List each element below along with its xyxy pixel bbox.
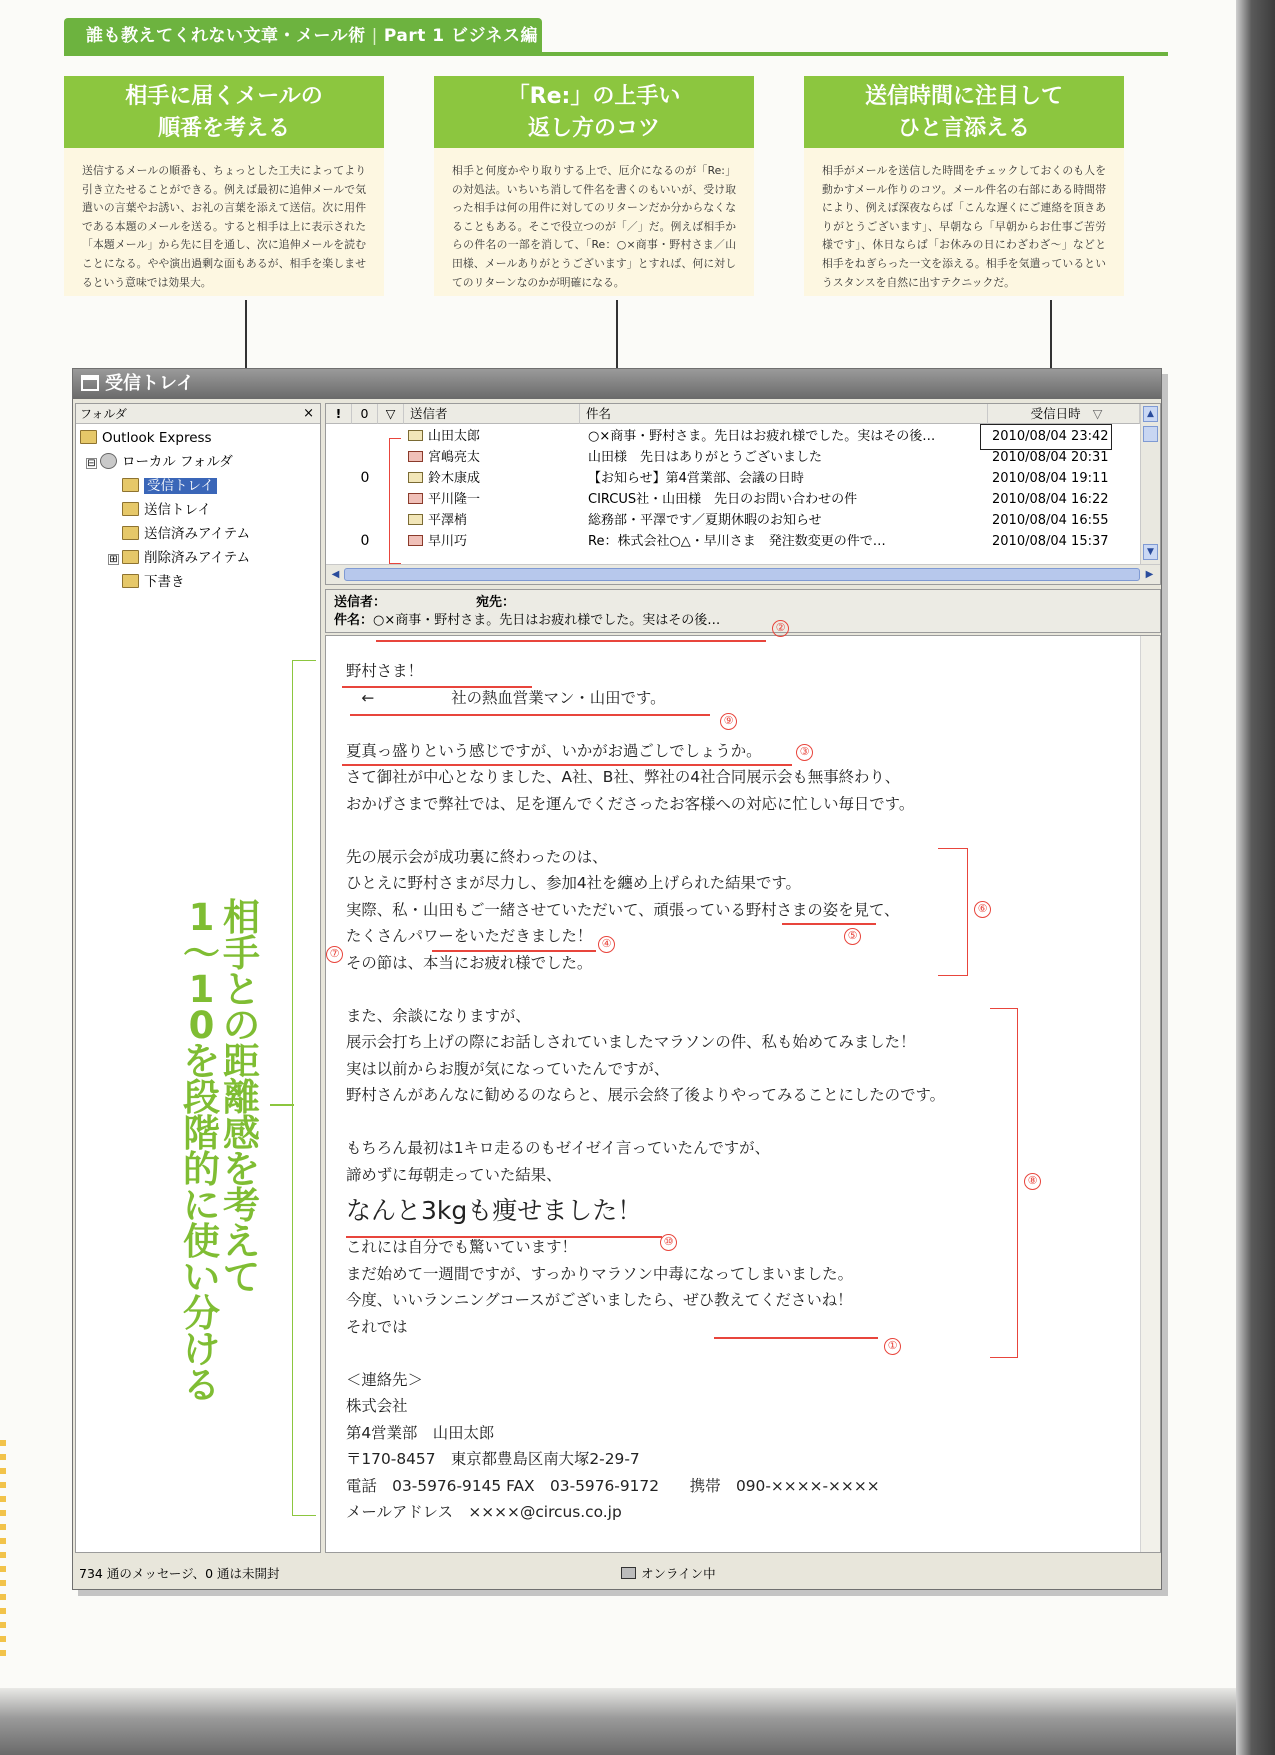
side-title — [180, 896, 270, 1407]
series-header — [64, 18, 542, 54]
tip-heading — [434, 76, 754, 148]
body-line: 今度、いいランニングコースがございましたら、ぜひ教えてくださいね！ — [346, 1291, 853, 1309]
replied-icon — [408, 451, 423, 462]
tip-heading-line2: ひと言添える — [897, 116, 1030, 141]
message-date: 2010/08/04 16:55 — [992, 513, 1109, 528]
tip-column-order — [64, 76, 384, 296]
list-horizontal-scrollbar[interactable] — [326, 564, 1160, 584]
message-row[interactable] — [326, 531, 1138, 552]
message-subject: 総務部・平澤です／夏期休暇のお知らせ — [588, 513, 822, 528]
folder-deleted[interactable] — [122, 548, 250, 570]
status-bar — [75, 1561, 1159, 1587]
body-line: ひとえに野村さまが尽力し、参加4社を纏め上げられた結果です。 — [346, 874, 801, 892]
sent-folder-icon — [122, 526, 139, 540]
page-edge-marks — [0, 1440, 6, 1660]
body-line — [346, 1109, 1086, 1136]
message-body — [346, 658, 1086, 1526]
folder-sent[interactable] — [122, 524, 250, 546]
inbox-folder-icon — [122, 478, 139, 492]
body-line: 夏真っ盛りという感じですが、いかがお過ごしでしょうか。 — [346, 741, 762, 760]
envelope-icon — [408, 430, 423, 441]
message-from: 山田太郎 — [408, 426, 578, 447]
message-date: 2010/08/04 16:22 — [992, 492, 1109, 507]
folder-pane-title: フォルダ — [80, 407, 127, 421]
annotation-time-box — [980, 424, 1112, 450]
inbox-icon — [81, 375, 99, 391]
message-subject: ○×商事・野村さま。先日はお疲れ様でした。実はその後… — [588, 429, 936, 444]
body-line: メールアドレス ××××@circus.co.jp — [346, 1503, 622, 1521]
preview-subject: ○×商事・野村さま。先日はお疲れ様でした。実はその後… — [373, 613, 721, 628]
message-from: 平川隆一 — [408, 489, 578, 510]
annotation-number: ⑩ — [660, 1234, 677, 1251]
message-subject: Re：株式会社○△・早川さま 発注数変更の件で… — [588, 534, 886, 549]
body-line: 実は以前からお腹が気になっていたんですが、 — [346, 1059, 670, 1078]
sort-icon: ▽ — [1092, 406, 1103, 421]
message-from: 宮嶋亮太 — [408, 447, 578, 468]
page-bottom-shadow — [0, 1688, 1236, 1755]
attachment-column-header[interactable]: 0 — [352, 404, 378, 424]
body-line: 展示会打ち上げの際にお話しされていましたマラソンの件、私も始めてみました！ — [346, 1033, 916, 1051]
annotation-underline — [342, 686, 532, 688]
message-body-pane — [325, 635, 1161, 1553]
body-line: 〒170-8457 東京都豊島区南大塚2-29-7 — [346, 1450, 640, 1468]
attachment-icon: 0 — [360, 470, 370, 486]
body-line: 野村さんがあんなに勧めるのならと、展示会終了後よりやってみることにしたのです。 — [346, 1086, 946, 1104]
annotation-number: ⑨ — [720, 713, 737, 730]
body-line: まだ始めて一週間ですが、すっかりマラソン中毒になってしまいました。 — [346, 1264, 853, 1283]
message-subject: 山田様 先日はありがとうございました — [588, 450, 823, 465]
close-icon[interactable]: × — [303, 406, 314, 421]
folder-drafts[interactable] — [122, 572, 185, 594]
subject-label: 件名： — [334, 613, 374, 628]
computer-icon — [621, 1567, 636, 1579]
message-date: 2010/08/04 20:31 — [992, 450, 1109, 465]
subject-column-header[interactable]: 件名 — [580, 404, 988, 424]
body-line: 野村さま！ — [346, 662, 423, 680]
page-binding-shadow — [1236, 0, 1275, 1755]
message-date: 2010/08/04 19:11 — [992, 471, 1109, 486]
expand-icon[interactable]: ⊞ — [109, 554, 118, 565]
annotation-number: ⑦ — [326, 946, 343, 963]
body-line: さて御社が中心となりました、A社、B社、弊社の4社合同展示会も無事終わり、 — [346, 768, 901, 786]
folder-label: ローカル フォルダ — [122, 454, 233, 470]
body-line — [346, 976, 1086, 1003]
folder-inbox[interactable] — [122, 476, 217, 498]
annotation-underline — [432, 950, 596, 952]
body-line: 電話 03-5976-9145 FAX 03-5976-9172 携帯 090-××××-×××× — [346, 1476, 880, 1495]
annotation-number: ⑤ — [844, 928, 861, 945]
folder-outbox[interactable] — [122, 500, 211, 522]
body-line: 実際、私・山田もご一緒させていただいて、頑張っている野村さまの姿を見て、 — [346, 900, 900, 919]
tip-heading-line1: 「Re:」の上手い — [507, 84, 681, 109]
tip-heading-line1: 相手に届くメールの — [125, 84, 323, 109]
series-title: 誰も教えてくれない文章・メール術 — [86, 26, 366, 46]
annotation-underline — [782, 923, 876, 925]
body-line: 諦めずに毎朝走っていた結果、 — [346, 1165, 562, 1184]
tip-heading-line1: 送信時間に注目して — [864, 84, 1063, 109]
scroll-up-icon[interactable]: ▲ — [1143, 406, 1158, 422]
annotation-underline — [346, 1236, 662, 1238]
folder-label: 送信済みアイテム — [144, 526, 251, 542]
body-line: 第4営業部 山田太郎 — [346, 1423, 495, 1442]
annotation-number: ① — [884, 1338, 901, 1355]
message-row[interactable] — [326, 489, 1138, 510]
header-separator: | — [371, 26, 378, 46]
drafts-folder-icon — [122, 574, 139, 588]
tip-body: 相手と何度かやり取りする上で、厄介になるのが「Re:」の対処法。いちいち消して件名を書くのもいいが、受け取った相手は何の用件に対してのリターンだか分からなくなることもある。そこで役立つのが「／」だ。例えば相手からの件名の一部を消して、「Re：○×商事・野村さま／山田様、メールありがとうございます」とすれば、何に対してのリターンなのかが明確になる。 — [434, 148, 754, 296]
message-subject: 【お知らせ】第4営業部、会議の日時 — [588, 471, 804, 486]
folder-label: Outlook Express — [102, 430, 212, 446]
envelope-icon — [408, 514, 423, 525]
annotation-underline — [714, 1337, 878, 1339]
outlook-express-icon — [80, 430, 97, 444]
message-count-status: 734 通のメッセージ、0 通は未開封 — [79, 1566, 280, 1581]
annotation-number: ④ — [598, 936, 615, 953]
envelope-icon — [408, 472, 423, 483]
header-rule — [64, 52, 1168, 56]
date-column-header[interactable] — [988, 404, 1140, 424]
from-label: 送信者： — [334, 595, 387, 610]
priority-column-header[interactable]: ! — [326, 404, 352, 424]
body-line: おかげさまで弊社では、足を運んでくださったお客様への対応に忙しい毎日です。 — [346, 794, 915, 813]
message-date: 2010/08/04 15:37 — [992, 534, 1109, 549]
window-title: 受信トレイ — [105, 373, 195, 394]
tip-body: 相手がメールを送信した時間をチェックしておくのも人を動かすメール作りのコツ。メール件名の右部にある時間帯により、例えば深夜ならば「こんな遅くにご連絡を頂きありがとうございます」、早朝なら「早朝からお仕事ご苦労様です」、休日ならば「お休みの日にわざわざ～」などと相手をねぎらった一文を添える。相手を気遣っているというスタンスを自然に出すテクニックだ。 — [804, 148, 1124, 296]
body-line: ＜連絡先＞ — [346, 1370, 423, 1389]
folder-label: 下書き — [144, 574, 185, 590]
message-date: 2010/08/04 23:42 — [992, 429, 1109, 444]
message-row[interactable] — [326, 468, 1138, 489]
scroll-thumb[interactable] — [1143, 426, 1158, 442]
annotation-underline — [376, 640, 766, 642]
message-row[interactable] — [326, 447, 1138, 468]
replied-icon — [408, 535, 423, 546]
annotation-bracket — [938, 848, 968, 976]
scroll-down-icon[interactable]: ▼ — [1143, 544, 1158, 560]
online-status — [621, 1561, 716, 1587]
online-status-label: オンライン中 — [641, 1566, 716, 1581]
folder-outlook-express[interactable] — [80, 428, 212, 450]
to-label: 宛先： — [476, 595, 516, 610]
list-vertical-scrollbar[interactable] — [1140, 404, 1160, 564]
body-line: また、余談になりますが、 — [346, 1006, 531, 1025]
scroll-right-icon[interactable]: ▶ — [1145, 569, 1154, 580]
flag-column-header[interactable]: ▽ — [378, 404, 404, 424]
annotation-number: ⑥ — [974, 901, 991, 918]
body-line: もちろん最初は1キロ走るのもゼイゼイ言っていたんですが、 — [346, 1139, 770, 1157]
folder-label: 削除済みアイテム — [144, 550, 251, 566]
body-line: ← 社の熱血営業マン・山田です。 — [346, 688, 666, 707]
folder-label: 受信トレイ — [144, 478, 217, 494]
tip-column-re — [434, 76, 754, 296]
preview-header — [325, 589, 1161, 633]
body-line: たくさんパワーをいただきました！ — [346, 927, 593, 945]
annotation-number: ⑧ — [1024, 1173, 1041, 1190]
annotation-underline — [350, 714, 710, 716]
annotation-bracket — [990, 1008, 1018, 1358]
outbox-folder-icon — [122, 502, 139, 516]
message-from: 鈴木康成 — [408, 468, 578, 489]
message-subject: CIRCUS社・山田様 先日のお問い合わせの件 — [588, 492, 858, 507]
body-vertical-scrollbar[interactable] — [1140, 636, 1160, 1552]
body-line: それでは — [346, 1317, 408, 1336]
scroll-thumb[interactable] — [344, 568, 1140, 581]
tip-heading — [804, 76, 1124, 148]
tip-body: 送信するメールの順番も、ちょっとした工夫によってより引き立たせることができる。例えば最初に追伸メールで気遣いの言葉やお誘い、お礼の言葉を添えて送信。次に用件である本題のメールを送る。すると相手は上に表示された「本題メール」から先に目を通し、次に追伸メールを読むことになる。やや演出過剰な面もあるが、相手を楽しませるという意味では効果大。 — [64, 148, 384, 296]
message-from: 平澤梢 — [408, 510, 578, 531]
tip-column-time — [804, 76, 1124, 296]
tip-heading-line2: 順番を考える — [157, 116, 290, 141]
body-line: これには自分でも驚いています！ — [346, 1238, 577, 1256]
side-title-line2: 1 〜 1 0 を 段 階 的 に 使 い 分 け る — [183, 896, 219, 1407]
tip-heading — [64, 76, 384, 148]
body-line — [346, 1340, 1086, 1367]
date-header-label: 受信日時 — [1030, 406, 1081, 421]
window-title-bar — [73, 369, 1161, 399]
folder-label: 送信トレイ — [144, 502, 211, 518]
message-row[interactable] — [326, 510, 1138, 531]
folder-pane-header — [76, 404, 320, 424]
from-column-header[interactable]: 送信者 — [404, 404, 580, 424]
body-line — [346, 817, 1086, 844]
message-from: 早川巧 — [408, 531, 578, 552]
body-line: 株式会社 — [346, 1397, 408, 1415]
annotation-underline — [342, 764, 792, 766]
body-line: その節は、本当にお疲れ様でした。 — [346, 953, 593, 972]
side-bracket — [292, 660, 316, 1516]
collapse-icon[interactable]: ⊟ — [87, 458, 96, 469]
part-label: Part 1 ビジネス編 — [383, 26, 539, 46]
attachment-icon: 0 — [360, 533, 370, 549]
local-folders-icon — [100, 453, 117, 469]
replied-icon — [408, 493, 423, 504]
body-line: 先の展示会が成功裏に終わったのは、 — [346, 847, 608, 866]
side-bracket-tick — [270, 1104, 294, 1106]
scroll-left-icon[interactable]: ◀ — [331, 569, 340, 580]
side-title-line1: 相 手 と の 距 離 感 を 考 え て — [223, 896, 259, 1299]
annotation-number: ② — [772, 620, 789, 637]
folder-local[interactable] — [100, 452, 233, 474]
annotation-bracket-senders — [389, 438, 401, 564]
tip-heading-line2: 返し方のコツ — [527, 116, 660, 141]
annotation-number: ③ — [796, 744, 813, 761]
trash-folder-icon — [122, 550, 139, 564]
body-highlight-line: なんと3kgも痩せました！ — [346, 1196, 643, 1225]
